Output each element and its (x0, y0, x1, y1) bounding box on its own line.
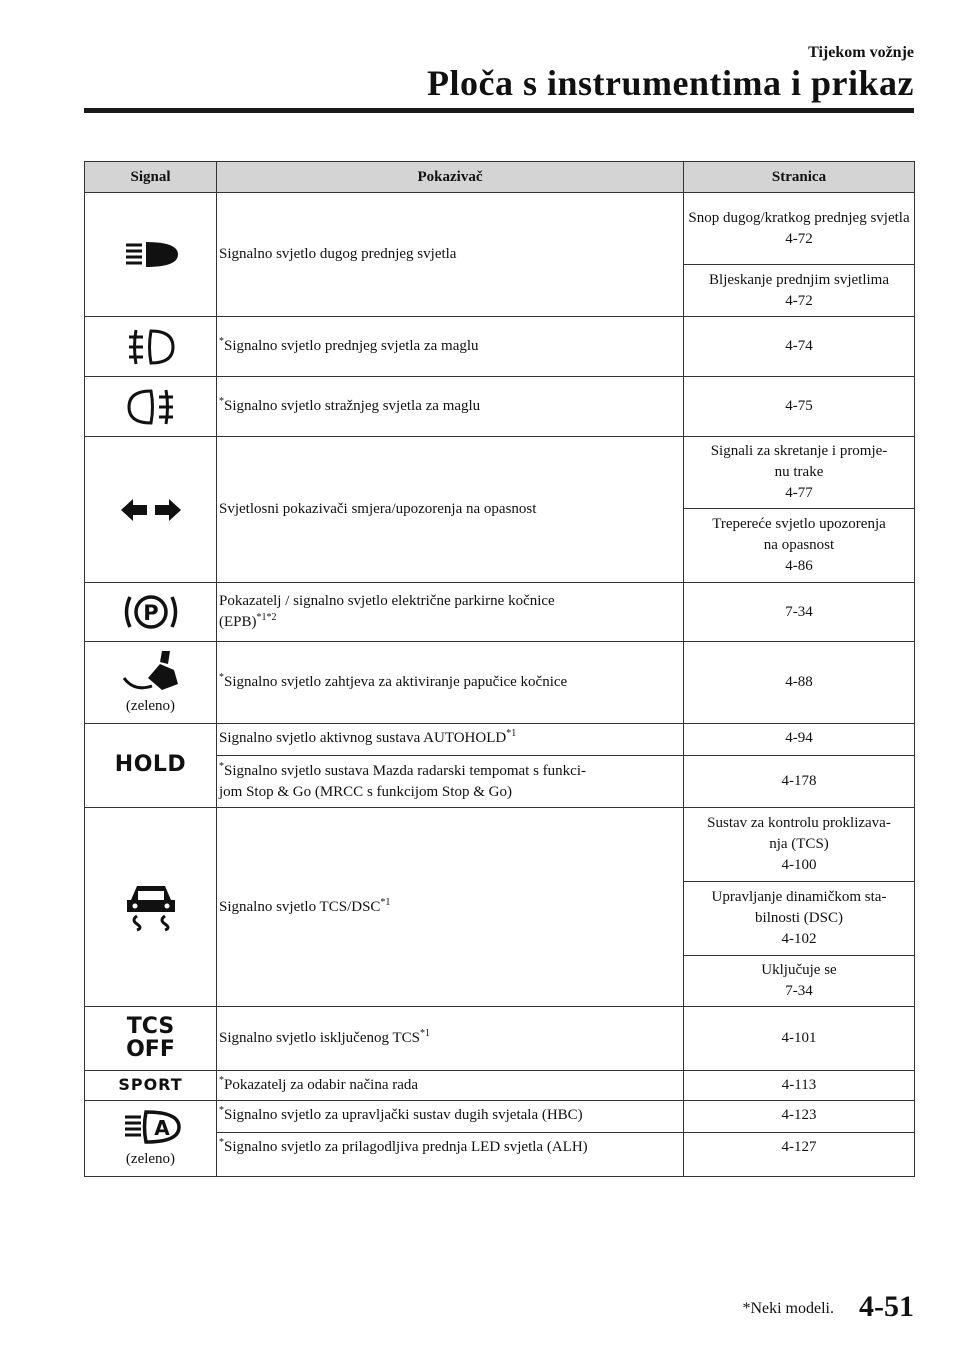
page-reference: Bljeskanje prednjim svjetlima 4-72 (684, 265, 915, 317)
indicator-description-cell (217, 1007, 684, 1071)
signal-cell (85, 377, 217, 437)
indicator-description: Signalno svjetlo za upravljački sustav dugih svjetala (HBC) (224, 1107, 583, 1123)
table-header-row (85, 162, 915, 193)
tcs-dsc-icon (123, 898, 179, 914)
column-header-indicator: Pokazivač (217, 162, 684, 193)
footnote-mark: *1*2 (256, 612, 277, 623)
table-row (85, 1007, 915, 1071)
table-row (85, 437, 915, 509)
footnote-mark: *1 (419, 1028, 430, 1039)
page-reference: 4-75 (684, 377, 915, 437)
indicator-description: Signalno svjetlo aktivnog sustava AUTOHOLD (219, 730, 507, 746)
front-fog-light-icon (125, 338, 177, 354)
footnote-mark: * (219, 1075, 224, 1086)
tcs-off-icon-line1: TCS (126, 1013, 175, 1039)
page-reference: Sustav za kontrolu proklizava- nja (TCS) 4-100 (684, 808, 915, 882)
indicator-description: Signalno svjetlo stražnjeg svjetla za maglu (224, 398, 481, 414)
indicator-description-cell (217, 1101, 684, 1133)
indicator-description-cell (217, 1071, 684, 1101)
signal-table (84, 161, 915, 1177)
page-reference: Uključuje se 7-34 (684, 956, 915, 1007)
turn-signal-icon (119, 501, 183, 517)
page-reference: 4-88 (684, 642, 915, 724)
sport-mode-icon: SPORT (118, 1075, 183, 1094)
table-row (85, 583, 915, 642)
footnote-mark: * (219, 336, 224, 347)
indicator-description: Signalno svjetlo za prilagodljiva prednja LED svjetla (ALH) (224, 1139, 588, 1155)
footnote-mark: * (219, 1137, 224, 1148)
indicator-description-cell (217, 756, 684, 808)
page-reference: Upravljanje dinamičkom sta- bilnosti (DSC) 4-102 (684, 882, 915, 956)
page-reference: 4-178 (684, 756, 915, 808)
auto-high-beam-icon (119, 1116, 183, 1140)
signal-cell (85, 724, 217, 808)
page-reference: Trepereće svjetlo upozorenja na opasnost 4-86 (684, 509, 915, 583)
table-row (85, 317, 915, 377)
page-reference: 4-74 (684, 317, 915, 377)
indicator-description: Signalno svjetlo prednjeg svjetla za maglu (224, 338, 479, 354)
brake-pedal-icon (118, 662, 184, 678)
tcs-off-icon-line2: OFF (126, 1036, 175, 1062)
footnote-mark: *1 (506, 728, 517, 739)
footnote: *Neki modeli. (742, 1300, 834, 1317)
signal-cell (85, 642, 217, 724)
indicator-description: Signalno svjetlo zahtjeva za aktiviranje papučice kočnice (224, 674, 568, 690)
header-divider (84, 108, 914, 113)
column-header-signal: Signal (85, 162, 217, 193)
footnote-mark: * (219, 760, 224, 772)
footnote-mark: * (219, 396, 224, 407)
indicator-description-cell (217, 1133, 684, 1177)
indicator-description: Svjetlosni pokazivači smjera/upozorenja na opasnost (217, 437, 684, 583)
page-reference: 4-94 (684, 724, 915, 756)
indicator-description-cell (217, 724, 684, 756)
table-row (85, 377, 915, 437)
section-label: Tijekom vožnje (808, 44, 914, 61)
signal-cell (85, 317, 217, 377)
indicator-description: Signalno svjetlo sustava Mazda radarski tempomat s funkci- jom Stop & Go (MRCC s funkcijom Stop & Go) (219, 762, 586, 800)
parking-brake-icon (120, 601, 182, 625)
signal-cell (85, 1071, 217, 1101)
indicator-description: Pokazatelj za odabir načina rada (224, 1077, 419, 1093)
high-beam-icon (120, 246, 182, 262)
footnote-mark: * (219, 1105, 224, 1116)
footnote-mark: * (219, 672, 224, 683)
svg-text:P: P (142, 601, 159, 625)
svg-text:A: A (153, 1116, 170, 1140)
page-title: Ploča s instrumentima i prikaz (427, 63, 914, 103)
tcs-off-icon (126, 1015, 175, 1061)
indicator-description-cell (217, 808, 684, 1007)
rear-fog-light-icon (125, 398, 177, 414)
indicator-description: Signalno svjetlo dugog prednjeg svjetla (217, 193, 684, 317)
color-label: (zeleno) (125, 698, 176, 714)
page-reference: 7-34 (684, 583, 915, 642)
page-reference: 4-113 (684, 1071, 915, 1101)
signal-cell (85, 808, 217, 1007)
color-label: (zeleno) (125, 1151, 176, 1167)
signal-cell (85, 193, 217, 317)
signal-cell (85, 583, 217, 642)
footnote-mark: *1 (380, 896, 391, 908)
indicator-description-cell (217, 317, 684, 377)
table-row (85, 642, 915, 724)
table-row (85, 1101, 915, 1133)
table-row (85, 193, 915, 265)
page-reference: 4-123 (684, 1101, 915, 1133)
indicator-description-cell (217, 583, 684, 642)
signal-cell (85, 1007, 217, 1071)
indicator-description-cell (217, 642, 684, 724)
page-number: 4-51 (859, 1290, 914, 1323)
table-row (85, 1071, 915, 1101)
page-reference: 4-101 (684, 1007, 915, 1071)
page-reference: 4-127 (684, 1133, 915, 1177)
table-row (85, 808, 915, 882)
page-reference: Signali za skretanje i promje- nu trake 4-77 (684, 437, 915, 509)
column-header-page: Stranica (684, 162, 915, 193)
page-reference: Snop dugog/kratkog prednjeg svjetla 4-72 (684, 193, 915, 265)
indicator-description-cell (217, 377, 684, 437)
indicator-description: Pokazatelj / signalno svjetlo električne parkirne kočnice (EPB) (219, 593, 555, 630)
indicator-description: Signalno svjetlo TCS/DSC (219, 898, 381, 915)
table-row (85, 724, 915, 756)
signal-cell (85, 437, 217, 583)
indicator-description: Signalno svjetlo isključenog TCS (219, 1030, 420, 1046)
hold-icon: HOLD (114, 751, 187, 777)
signal-cell (85, 1101, 217, 1177)
